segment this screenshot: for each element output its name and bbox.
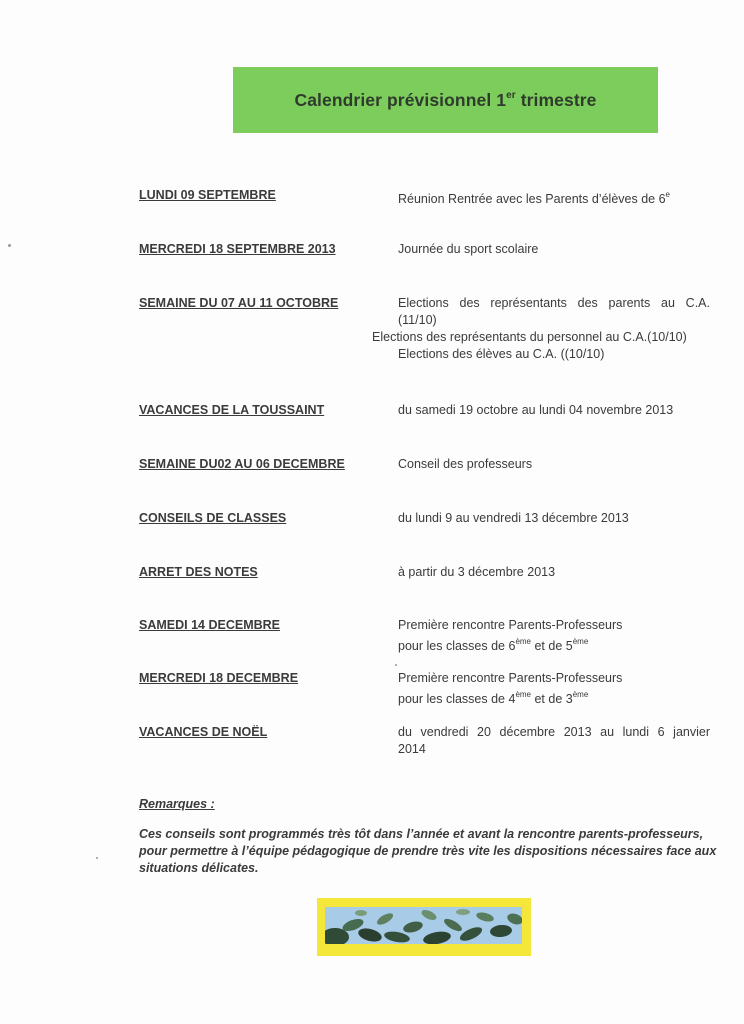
event-date: VACANCES DE NOËL bbox=[139, 725, 268, 739]
event-line: Elections des représentants du personnel au C.A.(10/10) bbox=[372, 330, 687, 344]
event-line: pour les classes de 6ème et de 5ème bbox=[398, 637, 589, 654]
event-description: à partir du 3 décembre 2013 bbox=[398, 565, 556, 579]
event-date: CONSEILS DE CLASSES bbox=[139, 511, 287, 525]
event-line: Elections des représentants des parents au C.A. bbox=[398, 296, 710, 310]
scan-speck bbox=[8, 244, 11, 247]
leaf-foliage-image bbox=[325, 907, 522, 944]
event-date: LUNDI 09 SEPTEMBRE bbox=[139, 188, 276, 202]
event-date: SEMAINE DU02 AU 06 DECEMBRE bbox=[139, 457, 345, 471]
event-line: 2014 bbox=[398, 742, 426, 756]
leaf-photo bbox=[325, 907, 522, 944]
event-line: pour les classes de 4ème et de 3ème bbox=[398, 690, 589, 707]
event-description: Journée du sport scolaire bbox=[398, 242, 539, 256]
event-date: SEMAINE DU 07 AU 11 OCTOBRE bbox=[139, 296, 339, 310]
event-date: ARRET DES NOTES bbox=[139, 565, 258, 579]
event-description bbox=[398, 724, 710, 758]
remarks-heading: Remarques : bbox=[139, 797, 215, 811]
remarks-text: Ces conseils sont programmés très tôt dans l’année et avant la rencontre parents-professeurs, pour permettre à l’équipe pédagogique de prendre très vite les dispositions nécessaires face aux situations délicates. bbox=[139, 827, 717, 875]
event-line: (11/10) bbox=[398, 313, 437, 327]
event-description: du lundi 9 au vendredi 13 décembre 2013 bbox=[398, 511, 629, 525]
event-description bbox=[398, 670, 622, 708]
event-description: Conseil des professeurs bbox=[398, 457, 533, 471]
event-description: Réunion Rentrée avec les Parents d’élèves de 6e bbox=[398, 190, 670, 207]
page-title: Calendrier prévisionnel 1er trimestre bbox=[294, 89, 597, 110]
event-date: MERCREDI 18 DECEMBRE bbox=[139, 671, 299, 685]
event-line: Première rencontre Parents-Professeurs bbox=[398, 671, 623, 685]
event-description: du samedi 19 octobre au lundi 04 novembre 2013 bbox=[398, 403, 674, 417]
title-banner bbox=[233, 67, 658, 133]
event-date: MERCREDI 18 SEPTEMBRE 2013 bbox=[139, 242, 336, 256]
event-date: VACANCES DE LA TOUSSAINT bbox=[139, 403, 325, 417]
event-description bbox=[372, 295, 710, 363]
scan-speck bbox=[395, 664, 397, 666]
event-date: SAMEDI 14 DECEMBRE bbox=[139, 618, 280, 632]
scan-speck bbox=[96, 857, 98, 859]
event-description bbox=[398, 617, 622, 655]
event-line: du vendredi 20 décembre 2013 au lundi 6 janvier bbox=[398, 725, 710, 739]
event-line: Première rencontre Parents-Professeurs bbox=[398, 618, 623, 632]
leaf-photo-frame bbox=[317, 898, 531, 956]
event-line: Elections des élèves au C.A. ((10/10) bbox=[398, 347, 605, 361]
